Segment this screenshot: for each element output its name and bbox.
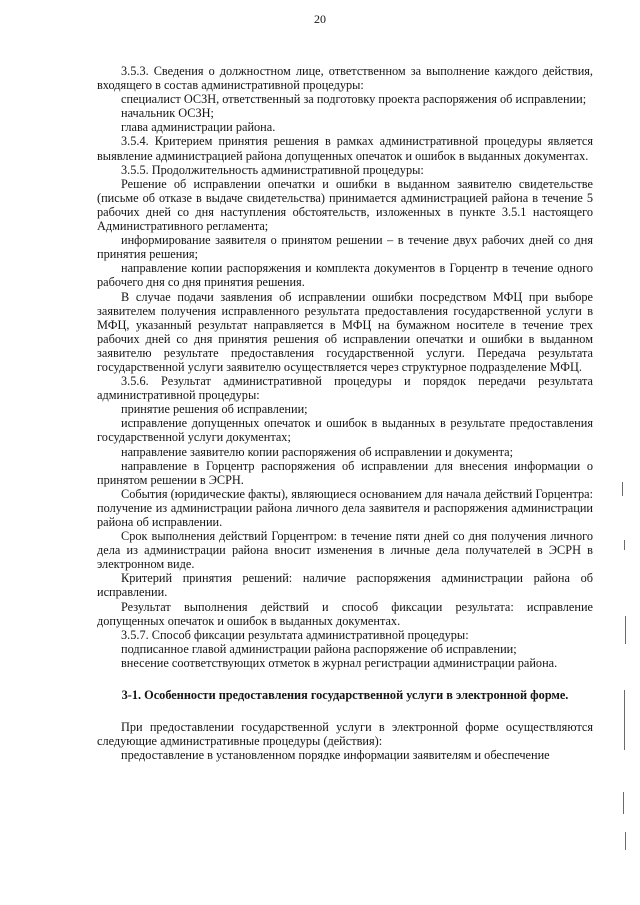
paragraphs-after-heading	[97, 720, 593, 762]
paragraph: специалист ОСЗН, ответственный за подготовку проекта распоряжения об исправлении;	[121, 92, 587, 107]
section-heading: 3-1. Особенности предоставления государственной услуги в электронной форме.	[121, 688, 569, 703]
paragraph: Критерий принятия решений: наличие распоряжения администрации района об исправлении.	[97, 571, 593, 600]
paragraph: информирование заявителя о принятом решении – в течение двух рабочих дней со дня принятия решения;	[97, 233, 593, 262]
scan-mark	[622, 482, 623, 496]
paragraph: направление копии распоряжения и комплекта документов в Горцентр в течение одного рабочего дня со дня принятия решения.	[97, 261, 593, 290]
paragraph: начальник ОСЗН;	[121, 106, 214, 121]
paragraph: предоставление в установленном порядке информации заявителям и обеспечение	[121, 748, 550, 763]
paragraph: В случае подачи заявления об исправлении ошибки посредством МФЦ при выборе заявителем получения исправленного результата предоставления государственной услуги в МФЦ, указанный результат направляется в МФЦ на бумажном носителе в течение трех рабочих дней со дня принятия решения об исправлении опечатки и ошибки в выданном заявителю результате предоставления государственной услуги. Передача результата государственной услуги заявителю осуществляется через структурное подразделение МФЦ.	[97, 289, 593, 374]
paragraph: внесение соответствующих отметок в журнал регистрации администрации района.	[121, 655, 558, 670]
paragraph: исправление допущенных опечаток и ошибок в выданных в результате предоставления государственной услуги документах;	[97, 416, 593, 445]
paragraph: Результат выполнения действий и способ фиксации результата: исправление допущенных опечаток и ошибок в выданных документах.	[97, 599, 593, 628]
paragraph: 3.5.6. Результат административной процедуры и порядок передачи результата административной процедуры:	[97, 374, 593, 403]
scan-mark	[624, 690, 625, 750]
document-body	[97, 64, 593, 762]
scan-mark	[623, 792, 624, 814]
scan-mark	[624, 540, 625, 550]
paragraph: Срок выполнения действий Горцентром: в течение пяти дней со дня получения личного дела из администрации района вносит изменения в личные дела получателей в ЭСРН в электронном виде.	[97, 529, 593, 572]
paragraphs-before-heading	[97, 64, 593, 670]
paragraph: 3.5.5. Продолжительность административной процедуры:	[121, 162, 424, 177]
page-number: 20	[314, 12, 326, 26]
paragraph: 3.5.4. Критерием принятия решения в рамках административной процедуры является выявление администрацией района допущенных опечаток и ошибок в выданных документах.	[97, 134, 593, 163]
paragraph: 3.5.3. Сведения о должностном лице, ответственном за выполнение каждого действия, входящего в состав административной процедуры:	[97, 64, 593, 93]
paragraph: При предоставлении государственной услуги в электронной форме осуществляются следующие административные процедуры (действия):	[97, 720, 593, 749]
scan-mark	[625, 616, 626, 644]
paragraph: принятие решения об исправлении;	[121, 402, 308, 417]
scan-mark	[625, 832, 626, 850]
paragraph: 3.5.7. Способ фиксации результата административной процедуры:	[121, 627, 469, 642]
paragraph: Решение об исправлении опечатки и ошибки в выданном заявителю свидетельстве (письме об отказе в выдаче свидетельства) принимается администрацией района в течение 5 рабочих дней со дня наступления обстоятельств, изложенных в пункте 3.5.1 настоящего Административного регламента;	[97, 176, 593, 234]
paragraph: направление в Горцентр распоряжения об исправлении для внесения информации о принятом решении в ЭСРН.	[97, 458, 593, 487]
paragraph: направление заявителю копии распоряжения об исправлении и документа;	[121, 444, 514, 459]
paragraph: подписанное главой администрации района распоряжение об исправлении;	[121, 641, 517, 656]
paragraph: глава администрации района.	[121, 120, 276, 135]
paragraph: События (юридические факты), являющиеся основанием для начала действий Горцентра: получение из администрации района личного дела заявителя и распоряжения администрации района об исправлении.	[97, 486, 593, 529]
